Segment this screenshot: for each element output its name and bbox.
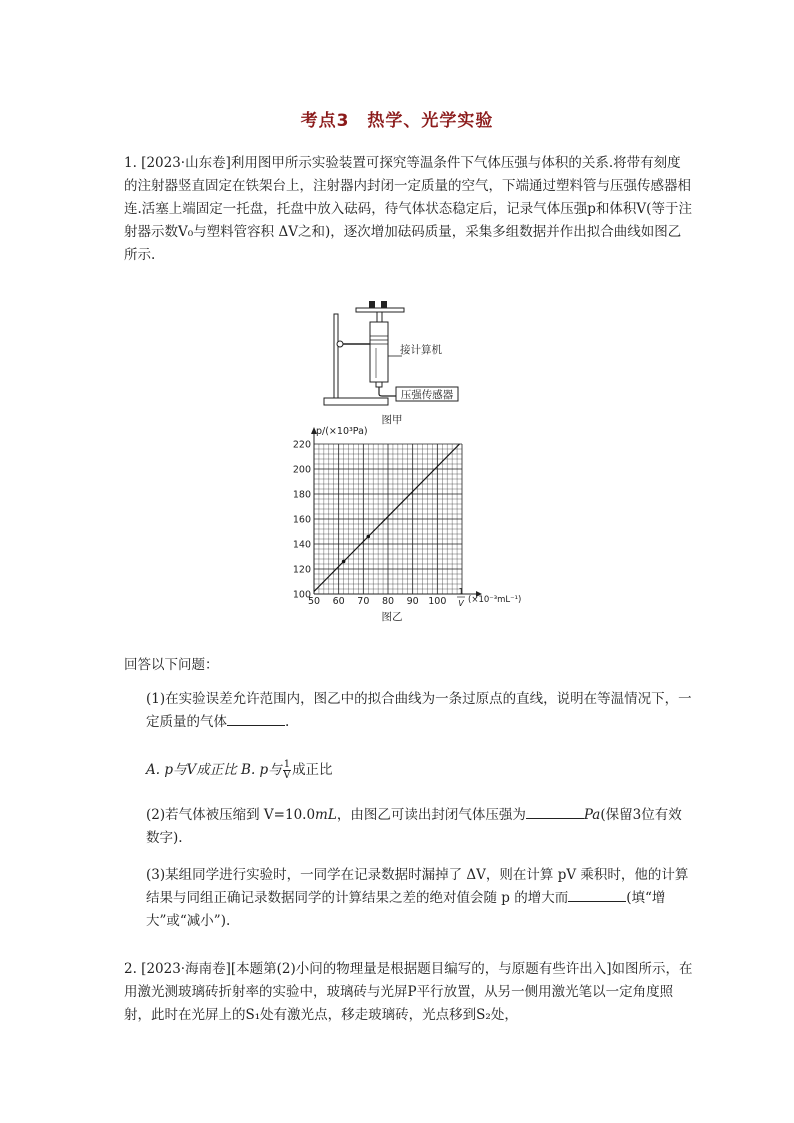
answer-blank-3[interactable] [568,889,626,902]
question-1-intro: 1. [2023·山东卷]利用图甲所示实验装置可探究等温条件下气体压强与体积的关系.将带有刻度的注射器竖直固定在铁架台上，注射器内封闭一定质量的空气，下端通过塑料管与压强传感器相连.活塞上端固定一托盘，托盘中放入砝码，待气体状态稳定后，记录气体压强p和体积V(等于注射器示数V₀与塑料管容积 ΔV之和)，逐次增加砝码质量，采集多组数据并作出拟合曲线如图乙所示. [124,155,692,263]
weight [381,301,387,308]
x-tick-label: 90 [406,596,419,607]
x-tick-label: 80 [381,596,395,607]
figure-a-caption: 图甲 [381,414,403,426]
option-a: A. p与V成正比 [146,762,237,778]
y-tick-label: 160 [292,514,311,526]
y-tick-label: 200 [292,464,311,476]
x-tick-label: 60 [332,596,345,607]
option-b-fraction: $\frac{1}{V}$ [283,759,291,781]
chart-xlabel-unit: (×10⁻³mL⁻¹) [468,595,522,605]
sub-question-2: (2)若气体被压缩到 V=10.0mL，由图乙可读出封闭气体压强为 Pa(保留3位有效数字). [146,807,682,846]
chart-xlabel-num: 1 [458,587,464,596]
label-computer: 接计算机 [400,344,442,356]
sub-question-3: (3)某组同学进行实验时，一同学在记录数据时漏掉了 ΔV，则在计算 pV 乘积时，他的计算结果与同组正确记录数据同学的计算结果之差的绝对值会随 p 的增大而 (填“增大”或“减小”). [146,867,689,929]
stand-base [324,398,388,405]
option-b-prefix: B. p与 [241,762,282,778]
options-row [146,758,333,781]
figure-a [318,296,468,428]
answer-blank-1[interactable] [227,713,285,726]
stand-rod [334,314,338,398]
chart-xlabel-den: V [458,599,464,608]
sub-question-1: (1)在实验误差允许范围内，图乙中的拟合曲线为一条过原点的直线，说明在等温情况下，一定质量的气体 . [146,691,692,730]
chart-ylabel: p/(×10³Pa) [316,426,368,437]
y-tick-label: 180 [292,489,311,501]
y-tick-label: 220 [292,439,311,451]
y-tick-label: 100 [292,589,311,601]
answer-prompt: 回答以下问题： [124,657,219,673]
weight [369,301,375,308]
x-tick-label: 70 [357,596,370,607]
y-tick-label: 120 [292,564,311,576]
page-title: 考点3 热学、光学实验 [300,111,494,131]
option-b-suffix: 成正比 [292,762,333,778]
figure-b-chart [284,424,544,624]
tray [356,308,404,312]
chart-title: 图乙 [381,611,403,623]
data-point [342,560,346,564]
syringe [370,322,388,382]
y-tick-label: 140 [292,539,311,551]
question-2-text: 2. [2023·海南卷][本题第(2)小问的物理量是根据题目编写的，与原题有些许出入]如图所示，在用激光测玻璃砖折射率的实验中，玻璃砖与光屏P平行放置，从另一侧用激光笔以一定角度照射，此时在光屏上的S₁处有激光点，移走玻璃砖，光点移到S₂处， [124,961,693,1023]
x-tick-label: 100 [428,596,447,607]
data-point [366,535,370,539]
label-sensor: 压强传感器 [400,389,454,401]
answer-blank-2[interactable] [526,806,584,819]
x-tick-label: 50 [307,596,321,607]
